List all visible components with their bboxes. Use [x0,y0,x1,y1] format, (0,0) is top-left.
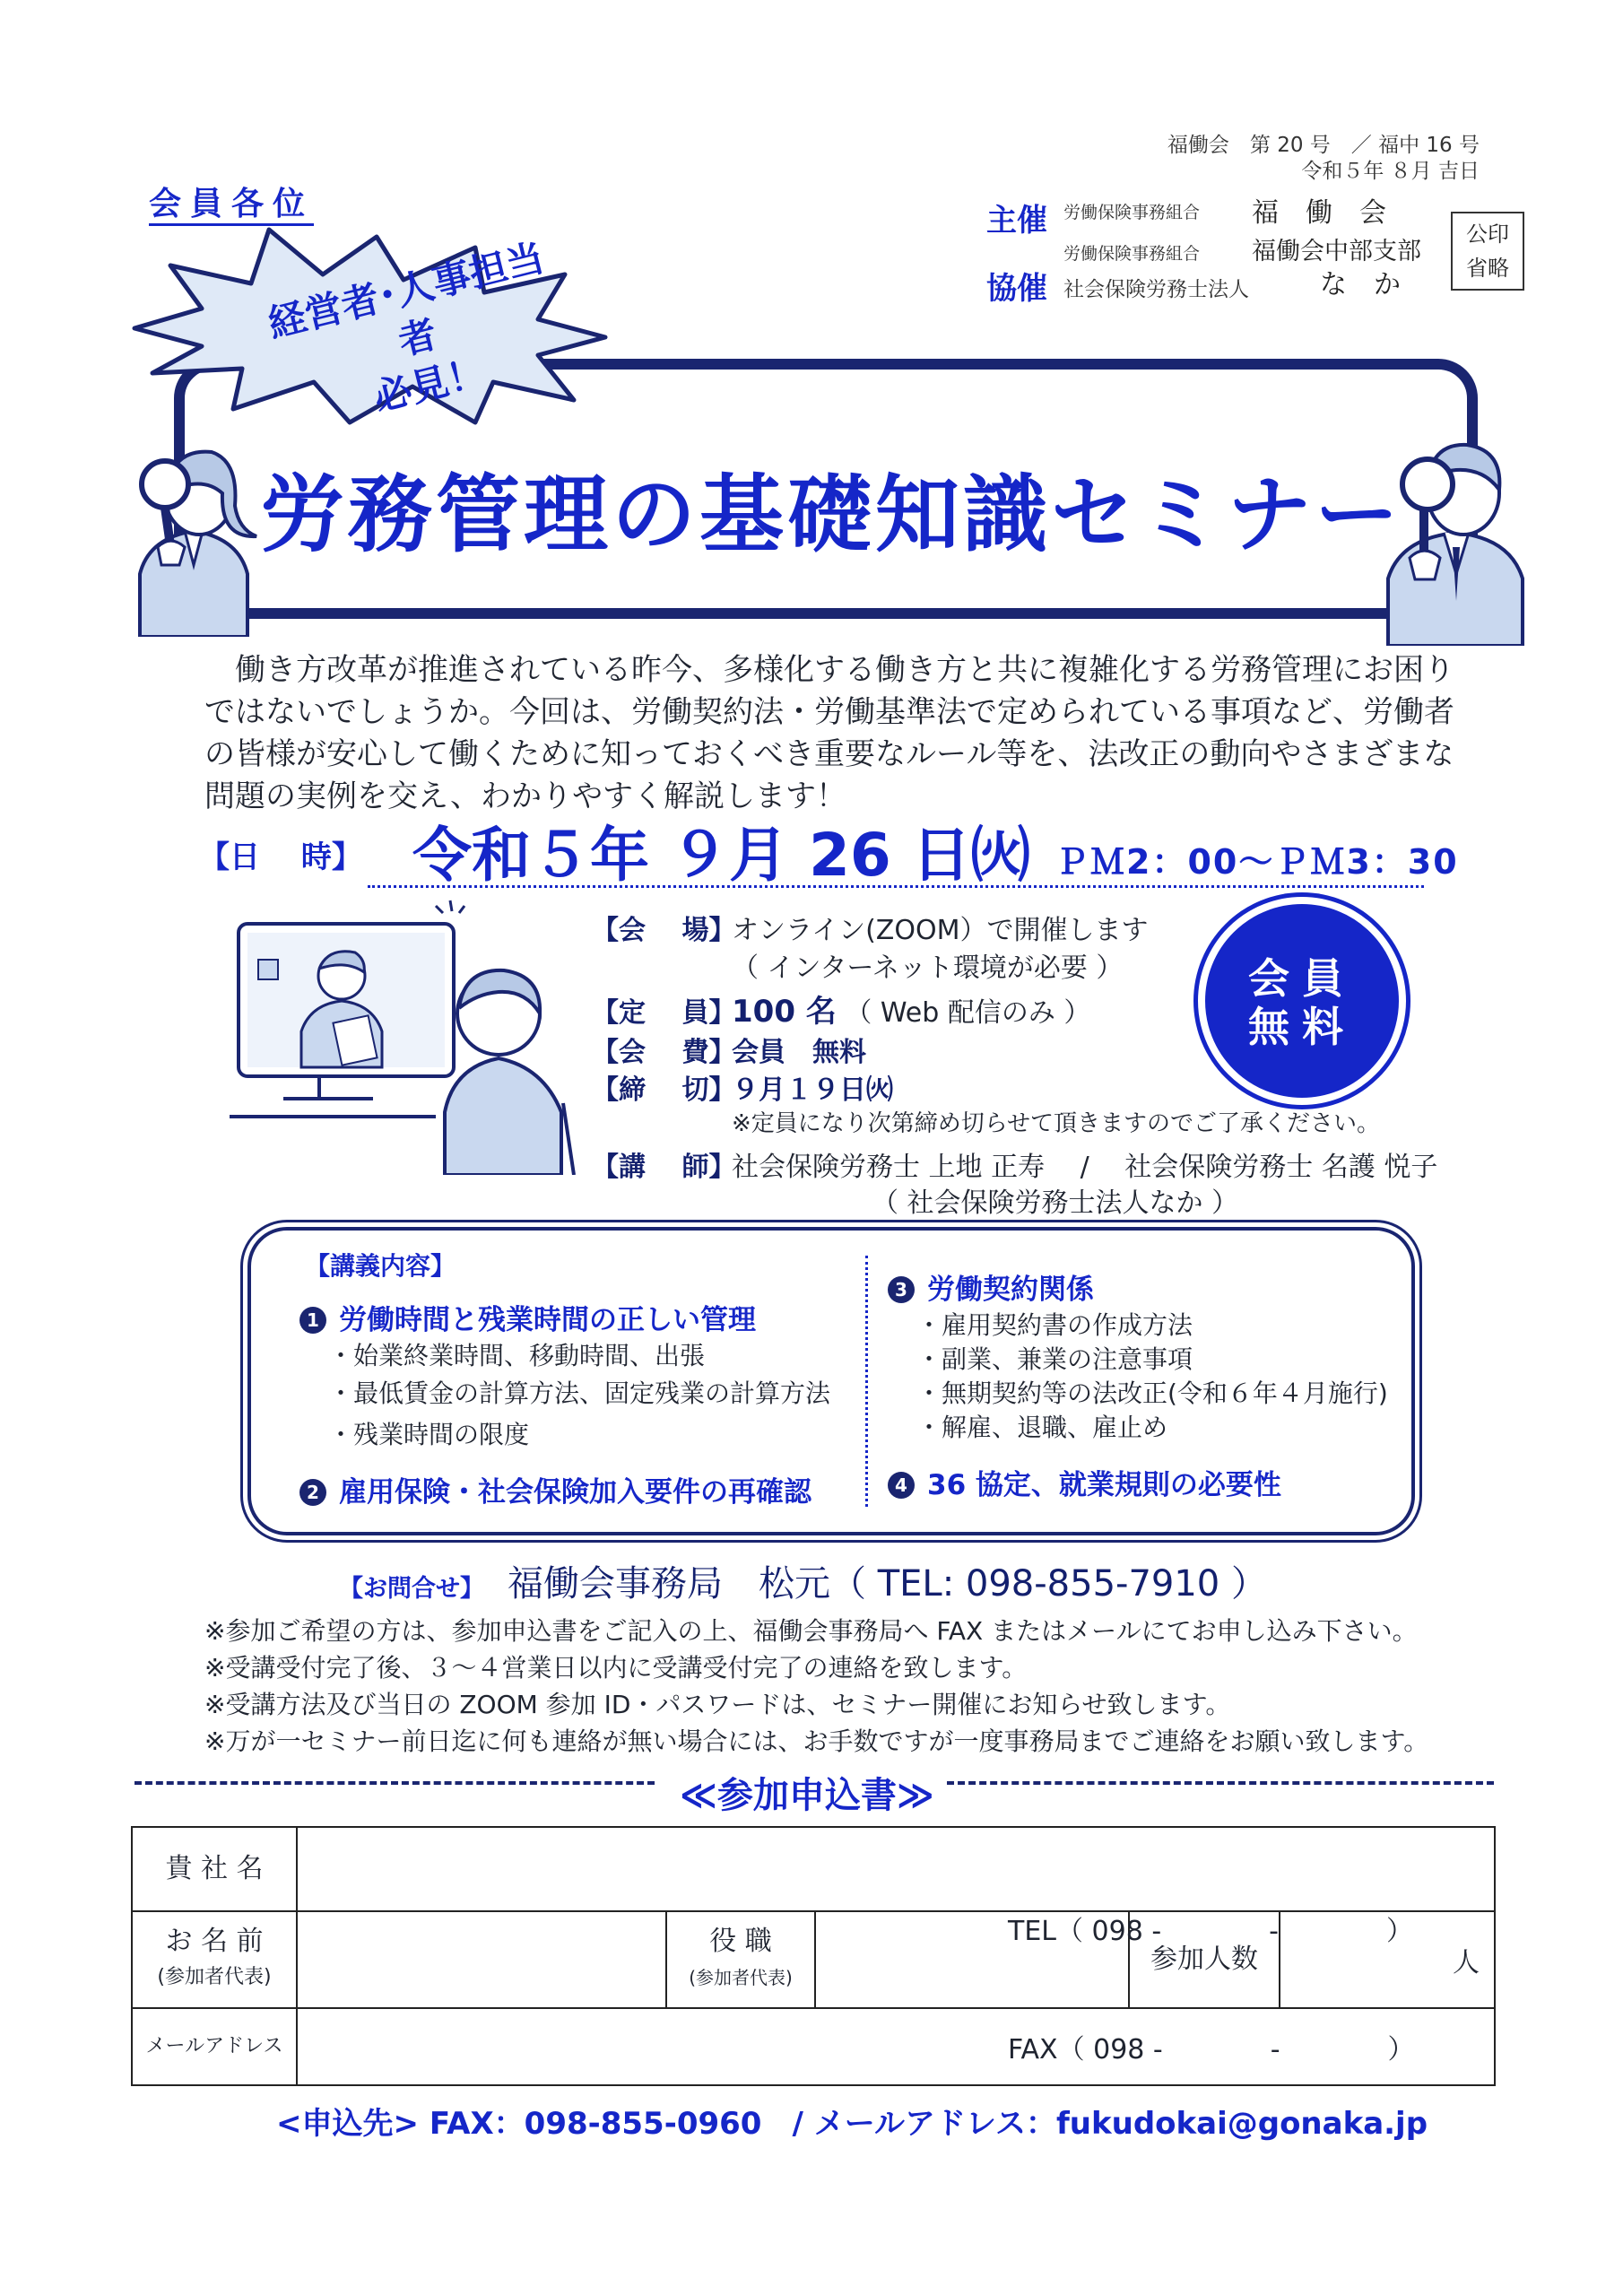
deadline-note: ※定員になり次第締め切らせて頂きますのでご了承ください。 [732,1110,1381,1137]
section-heading: 労働契約関係 [927,1274,1094,1306]
lecture-item: ・残業時間の限度 [328,1420,530,1449]
deadline-label: 【締 切】 [592,1074,736,1106]
intro-paragraph [204,649,1478,818]
organizer-prefix: 労働保険事務組合 [1063,244,1201,264]
cosponsor-prefix-text: 社会保険労務士法人 [1063,278,1249,301]
badge-line-1: 会員 [1248,954,1356,1003]
online-meeting-illustration [230,897,588,1175]
burst-line-1: 経営者･人事担当者 [264,235,549,364]
datetime-label: 【日 時】 [199,839,362,875]
lecture-item: ・副業、兼業の注意事項 [916,1344,1193,1374]
organizer-1-prefix [1063,199,1200,223]
lecture-section-1-heading [299,1297,756,1337]
lecture-item: ・雇用契約書の作成方法 [916,1310,1193,1340]
issue-date: 令和５年 ８月 吉日 [1301,160,1480,183]
lecture-section-4-heading [888,1462,1281,1502]
application-form-table [131,1826,1496,2086]
organizer-role: 主催 [986,203,1047,239]
venue-value: オンライン(ZOOM）で開催します [732,915,1149,946]
organizer-prefix: 労働保険事務組合 [1063,203,1201,222]
position-label-cell [666,1911,815,2008]
lecture-item: ・解雇、退職、雇止め [916,1413,1168,1442]
fee-label: 【会 費】 [592,1037,736,1068]
note-line: ※受講受付完了後、３〜４営業日以内に受講受付完了の連絡を致します。 [204,1653,1028,1683]
cut-line-right [947,1781,1494,1785]
lecturer-affiliation: （ 社会保険労務士法人なか ） [872,1187,1239,1219]
contact-value: 福働会事務局 松元（ TEL: 098-855-7910 ） [508,1563,1267,1605]
capacity-note: （ Web 配信のみ ） [845,997,1091,1029]
doc-number-text: 福働会 第 20 号 ／ 福中 16 号 [1167,134,1480,157]
company-label-cell [132,1827,297,1911]
capacity-row [592,987,1090,1031]
capacity-value: 100 名 [732,994,837,1030]
note-line: ※万が一セミナー前日迄に何も連絡が無い場合には、お手数ですが一度事務局までご連絡をお願い致します。 [204,1726,1429,1756]
count-unit: 人 [1453,1947,1480,1979]
intro-text: 働き方改革が推進されている昨今、多様化する働き方と共に複雑化する労務管理にお困りではないでしょうか。今回は、労働契約法・労働基準法で定められている事項など、労働者の皆様が安心して働くために知っておくべき重要なルール等を、法改正の動向やさまざまな問題の実例を交え、わかりやすく解説します！ [204,652,1454,814]
lecture-divider [865,1256,868,1507]
venue-label: 【会 場】 [592,915,736,946]
notes [204,1613,1428,1760]
note-line: ※参加ご希望の方は、参加申込書をご記入の上、福働会事務局へ FAX またはメールにてお申し込み下さい。 [204,1616,1418,1646]
lecture-section-2-heading [299,1469,812,1509]
company-label: 貴 社 名 [165,1853,264,1884]
deadline-row [592,1067,893,1107]
name-sublabel: (参加者代表) [157,1966,272,1988]
organizer-1 [986,196,1047,239]
position-label: 役 職 [709,1926,772,1957]
section-heading: 労働時間と残業時間の正しい管理 [339,1304,756,1336]
venue-note: （ インターネット環境が必要 ） [732,952,1124,984]
lecture-section-3-heading [888,1266,1094,1307]
section-heading: 雇用保険・社会保険加入要件の再確認 [339,1476,812,1509]
seminar-date: 令和５年 ９月 26 日㈫ [412,821,1030,890]
datetime-underline [368,885,1424,888]
lecturer-row [592,1144,1437,1184]
fax-field-text: FAX（ 098 - - ） [1008,2034,1415,2066]
lecturer-label: 【講 師】 [592,1152,736,1183]
organizer-2-prefix [1063,240,1200,265]
name-label: お 名 前 [165,1926,264,1957]
seminar-title: 労務管理の基礎知識セミナー [260,466,1403,564]
lecture-item: ・始業終業時間、移動時間、出張 [328,1341,706,1370]
contact-label: 【お問合せ】 [339,1575,484,1603]
cosponsor [986,264,1047,308]
email-label: メールアドレス [145,2035,283,2057]
submission-info: <申込先> FAX：098-855-0960 / メールアドレス：fukudokai@gonaka.jp [276,2106,1428,2142]
lecture-item: ・無期契約等の法改正(令和６年４月施行) [916,1378,1388,1408]
deadline-value: ９月１９日㈫ [732,1074,893,1106]
fee-value: 会員 無料 [732,1037,866,1068]
organizer-2-name: 福働会中部支部 [1252,238,1421,265]
document-number [1167,133,1480,185]
badge-line-2: 無料 [1248,1003,1356,1051]
addressee: 会員各位 [149,186,314,226]
free-for-members-badge [1198,897,1406,1105]
number-badge: 1 [299,1307,326,1334]
seal-line-2: 省略 [1466,256,1509,281]
lecture-contents-title: 【講義内容】 [305,1251,456,1281]
tel-field-text: TEL（ 098 - - ） [1008,1916,1413,1947]
name-label-cell [132,1911,297,2008]
burst-line-2: 必見！ [369,349,490,420]
cosponsor-role: 協催 [986,271,1047,307]
section-heading: 36 協定、就業規則の必要性 [927,1469,1281,1501]
lecture-item: ・最低賃金の計算方法、固定残業の計算方法 [328,1378,831,1408]
woman-magnifier-illustration [122,430,265,637]
email-label-cell [132,2008,297,2085]
note-line: ※受講方法及び当日の ZOOM 参加 ID・パスワードは、セミナー開催にお知らせ致します。 [204,1690,1231,1719]
cosponsor-prefix [1063,273,1249,302]
venue-row [592,908,1148,947]
cosponsor-name: な か [1320,269,1401,300]
seal-omitted-box [1451,212,1524,291]
number-badge: 4 [888,1472,915,1499]
application-form-title: ≪参加申込書≫ [680,1775,934,1816]
capacity-label: 【定 員】 [592,997,736,1029]
count-label: 参加人数 [1150,1944,1258,1975]
seminar-time: ＰＭ2：00〜ＰＭ3：30 [1055,842,1459,882]
fee-row [592,1030,866,1069]
lecturer-value: 社会保険労務士 上地 正寿 / 社会保険労務士 名護 悦子 [732,1152,1438,1183]
number-badge: 3 [888,1276,915,1303]
number-badge: 2 [299,1479,326,1506]
position-sublabel: (参加者代表) [689,1967,793,1988]
name-input-cell[interactable] [297,1911,666,2008]
seal-line-1: 公印 [1466,222,1509,247]
organizer-1-name: 福 働 会 [1252,197,1386,229]
cut-line-left [135,1781,655,1785]
